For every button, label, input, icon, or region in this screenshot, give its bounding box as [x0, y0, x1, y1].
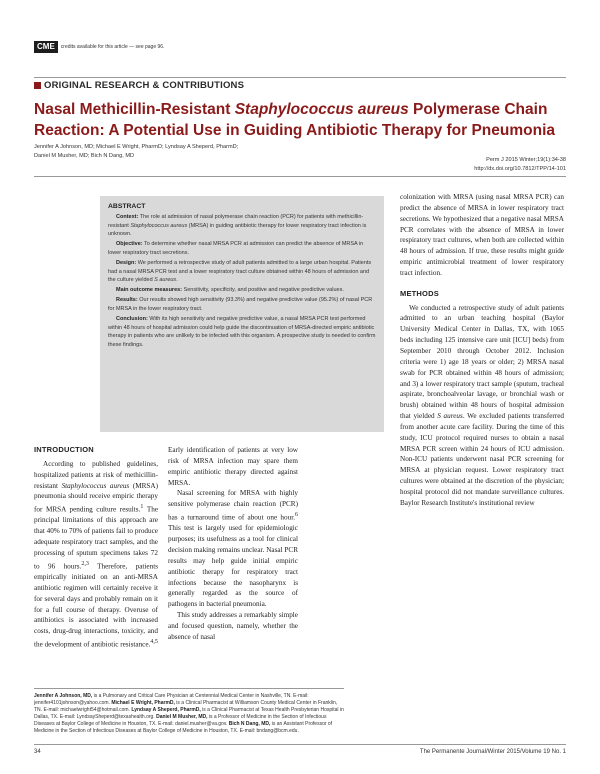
abstract-design: Design: We performed a retrospective study of adult patients admitted to a large urban hospital. Patients had a nasal MRSA PCR test and a lower respiratory tract culture obtained within 48 hours of admission and the culture yielded S aureus. — [108, 259, 372, 284]
journal-reference — [474, 156, 566, 173]
section-square-icon — [34, 82, 41, 89]
header-divider — [34, 176, 566, 177]
intro-paragraph-2: Early identification of patients at very low risk of MRSA infection may spare them empiric antibiotic therapy directed against MRSA. — [168, 446, 298, 487]
author-footnotes — [34, 688, 344, 736]
intro-paragraph-5: colonization with MRSA (using nasal MRSA PCR) can predict the absence of MRSA in lower respiratory tract secretions. We hypothesized that a negative nasal MRSA PCR correlates with the absence of MRSA in lower respiratory tract cultures, when both are collected within 48 hours of admission. If true, these results might guide empiric antimicrobial treatment of lower respiratory tract infection. — [400, 193, 564, 277]
abstract-context: Context: The role at admission of nasal polymerase chain reaction (PCR) for patients with methicillin-resistant Staphylococcus aureus (MRSA) in guiding antibiotic therapy for lower respiratory tract infection is unknown. — [108, 214, 367, 238]
abstract-outcome: Main outcome measures: Sensitivity, specificity, and positive and negative predictive values. — [116, 287, 344, 294]
section-label: ORIGINAL RESEARCH & CONTRIBUTIONS — [44, 80, 245, 91]
cme-text: credits available for this article — see page 96. — [60, 44, 165, 50]
author-list — [34, 143, 334, 160]
authors-line1: Jennifer A Johnson, MD; Michael E Wright, PharmD; Lyndsay A Sheperd, PharmD; — [34, 144, 239, 150]
footnote-name: Daniel M Musher, MD, — [156, 714, 208, 721]
abstract-box — [100, 196, 384, 432]
footnote-name: Jennifer A Johnson, MD, — [34, 693, 93, 699]
footnote-text: is a Professor of Medicine in the Section of Infectious Diseases at Baylor College of Medicine in Houston, TX. E-mail: daniel.musher@va.gov. — [34, 714, 327, 728]
page-footer — [34, 744, 566, 755]
intro-column-1 — [34, 445, 158, 650]
footnote-name: Lyndsay A Sheperd, PharmD, — [131, 707, 201, 714]
footnote-text: is a Pulmonary and Critical Care Physician at Centennial Medical Center in Nashville, TN. E-mail: jennifer4101johnson@yahoo.com. — [34, 693, 309, 707]
methods-paragraph-1: We conducted a retrospective study of adult patients admitted to an urban teaching hospital (Baylor University Medical Center in Dallas, TX, with 1065 beds including 125 intensive care unit [ICU] beds) from September 2010 through October 2012. Inclusion criteria were 1) age 18 years or older; 2) MRSA nasal swab for PCR obtained within 48 hours of admission; and 3) a lower respiratory tract sample (sputum, tracheal aspirate, bronchoalveolar lavage, or bronchial wash or brush) obtained within 48 hours of hospital admission that yielded S aureus. We excluded patients transferred from another acute care facility. During the time of this study, ICU protocol required nurses to obtain a nasal MRSA PCR screen within 24 hours of ICU admission. Non-ICU patients underwent nasal PCR screening for MRSA at physician request. Lower respiratory tract cultures were obtained at the discretion of the physician; hospital protocol did not mandate surveillance cultures. Baylor Research Institute's institutional review — [400, 303, 564, 507]
intro-paragraph-4: This study addresses a remarkably simple and focused question, namely, whether the absence of nasal — [168, 611, 298, 641]
footnote-text: is an Assistant Professor of Medicine in the Section of Infectious Diseases at Baylor College of Medicine in Houston, TX. E-mail: bndang@bcm.edu. — [34, 721, 333, 735]
footnote-name: Bich N Dang, MD, — [228, 721, 271, 728]
cme-badge: CME — [34, 41, 58, 53]
doi-link[interactable]: http://dx.doi.org/10.7812/TPP/14-101 — [474, 165, 566, 172]
page-number: 34 — [34, 749, 41, 755]
abstract-results: Results: Our results showed high sensitivity (93.3%) and negative predictive value (95.2%) of nasal PCR for MRSA in the lower respiratory tract. — [108, 297, 373, 312]
cme-notice — [34, 41, 164, 53]
authors-line2: Daniel M Musher, MD; Bich N Dang, MD — [34, 152, 135, 159]
footnote-text: is a Clinical Pharmacist at Texas Health Presbyterian Hospital in Dallas, TX. E-mail: LyndsaySheperd@texashealth.org. — [34, 707, 344, 721]
title-line1-italic: Staphylococcus aureus — [234, 101, 409, 118]
intro-column-2 — [168, 445, 298, 643]
intro-paragraph-3: Nasal screening for MRSA with highly sensitive polymerase chain reaction (PCR) has a turnaround time of about one hour.$^6$ This test is largely used for epidemiologic purposes; its usefulness as a tool for clinical decision making remains unclear. Nasal PCR results may help guide initial empiric antibiotic therapy for respiratory tract infections because the nasopharynx is generally regarded as the source of pathogens in bacterial pneumonia. — [168, 489, 298, 609]
title-line1-pre: Nasal Methicillin-Resistant — [34, 101, 235, 118]
abstract-heading: ABSTRACT — [108, 203, 146, 210]
article-title — [34, 99, 574, 141]
methods-heading: METHODS — [400, 288, 439, 298]
title-line2: Reaction: A Potential Use in Guiding Antibiotic Therapy for Pneumonia — [34, 122, 556, 139]
footnote-text: is a Clinical Pharmacist at Williamson County Medical Center in Franklin, TN. E-mail: michaelwright54@hotmail.com. — [34, 700, 338, 714]
citation: Perm J 2015 Winter;19(1):34-38 — [486, 157, 566, 163]
footnote-name: Michael E Wright, PharmD, — [111, 700, 175, 707]
abstract-objective: Objective: To determine whether nasal MRSA PCR at admission can predict the absence of MRSA in lower respiratory tract secretions. — [108, 241, 364, 256]
section-tag — [34, 77, 566, 91]
intro-paragraph-1: According to published guidelines, hospitalized patients at risk of methicillin-resistant Staphylococcus aureus (MRSA) pneumonia should receive empiric therapy for MRSA pending culture results.$^1$ The principal limitations of this approach are that 40% to 70% of patients fail to produce adequate respiratory tract samples, and the processing of sputum specimens takes 72 to 96 hours.$^{2,3}$ Therefore, patients empirically initiated on an anti-MRSA antibiotic regimen will certainly receive it for several days and probably remain on it for a full course of therapy. Overuse of antibiotics is associated with increased costs, drug-drug interactions, toxicity, and the development of antibiotic resistance.$^{4,5}$ — [34, 459, 159, 649]
abstract-conclusion: Conclusion: With its high sensitivity and negative predictive value, a nasal MRSA PCR test performed within 48 hours of hospital admission could help guide the discontinuation of MRSA-directed empiric antibiotic therapy in patients who are unlikely to be infected with this organism. A prospective study is needed to confirm these findings. — [108, 316, 376, 348]
intro-heading: INTRODUCTION — [34, 445, 94, 454]
right-column — [400, 192, 564, 509]
journal-issue: The Permanente Journal/Winter 2015/Volume 19 No. 1 — [419, 749, 566, 755]
title-line1-post: Polymerase Chain — [408, 101, 548, 118]
